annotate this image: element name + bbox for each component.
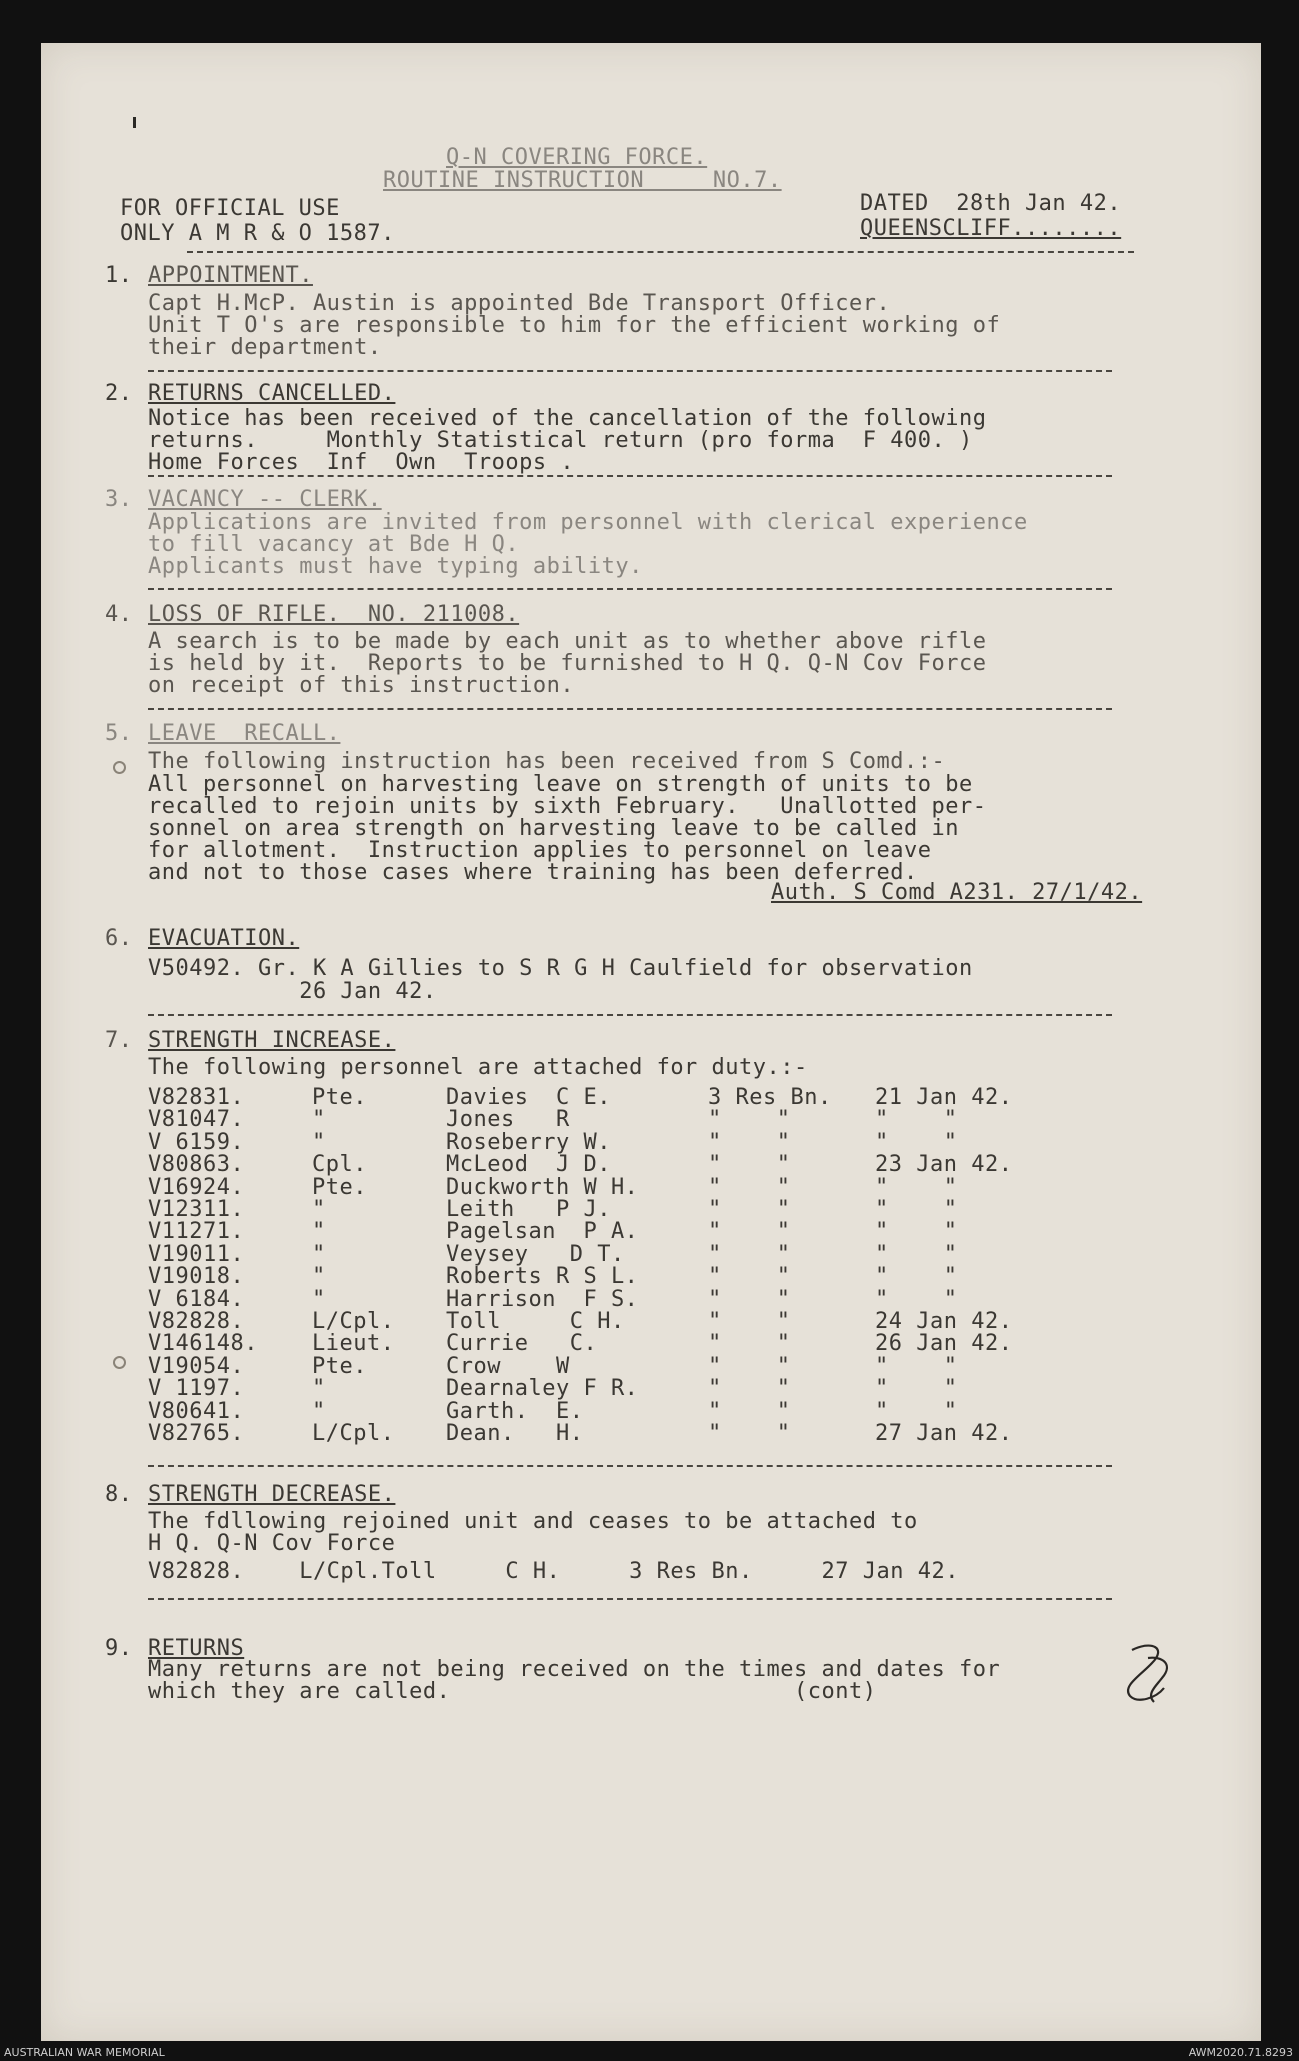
personnel-name: Crow W	[446, 1353, 570, 1379]
section-2-number: 2.	[105, 381, 133, 406]
section-5-authority: Auth. S Comd A231. 27/1/42.	[771, 880, 1143, 905]
personnel-unit: " "	[708, 1174, 791, 1200]
personnel-no: V19054.	[148, 1353, 245, 1379]
personnel-date: " "	[875, 1398, 958, 1424]
section-8-line: The fdllowing rejoined unit and ceases to be attached to	[148, 1509, 918, 1534]
section-5-line: and not to those cases where training has been deferred.	[148, 860, 918, 885]
section-5-title: LEAVE RECALL.	[148, 721, 341, 746]
personnel-no: V 6159.	[148, 1129, 245, 1155]
section-5-line: recalled to rejoin units by sixth February. Unallotted per-	[148, 794, 987, 819]
personnel-no: V 6184.	[148, 1286, 245, 1312]
section-8-title: STRENGTH DECREASE.	[148, 1482, 396, 1507]
footer-accession: AWM2020.71.8293	[1188, 2046, 1293, 2059]
personnel-unit: " "	[708, 1107, 791, 1133]
personnel-unit: " "	[708, 1152, 791, 1178]
handwritten-initials-icon	[1112, 1638, 1182, 1708]
personnel-rank: "	[312, 1219, 326, 1245]
personnel-no: V12311.	[148, 1197, 245, 1222]
section-4-title: LOSS OF RIFLE. NO. 211008.	[148, 602, 520, 627]
personnel-name: Leith P J.	[446, 1197, 611, 1222]
section-8-number: 8.	[105, 1482, 133, 1507]
personnel-name: Davies C E.	[446, 1085, 611, 1110]
personnel-unit: " "	[708, 1309, 791, 1334]
personnel-name: Currie C.	[446, 1331, 598, 1357]
personnel-date: " "	[875, 1353, 958, 1379]
personnel-rank: L/Cpl.	[312, 1421, 395, 1446]
personnel-rank: "	[312, 1197, 326, 1222]
personnel-no: V82828.	[148, 1309, 245, 1334]
personnel-name: Dearnaley F R.	[446, 1376, 639, 1402]
personnel-no: V19018.	[148, 1264, 245, 1290]
personnel-rank: "	[312, 1286, 326, 1312]
personnel-no: V81047.	[148, 1107, 245, 1133]
personnel-date: " "	[875, 1264, 958, 1290]
personnel-unit: " "	[708, 1264, 791, 1290]
official-use-line-1: FOR OFFICIAL USE	[120, 196, 340, 221]
personnel-no: V 1197.	[148, 1376, 245, 1402]
section-3-title: VACANCY -- CLERK.	[148, 487, 382, 512]
personnel-rank: L/Cpl.	[312, 1309, 395, 1334]
personnel-date: " "	[875, 1376, 958, 1402]
footer-credit: AUSTRALIAN WAR MEMORIAL	[4, 2046, 165, 2059]
personnel-name: Veysey D T.	[446, 1241, 625, 1267]
personnel-date: " "	[875, 1174, 958, 1200]
personnel-unit: " "	[708, 1129, 791, 1155]
personnel-no: V80641.	[148, 1398, 245, 1424]
personnel-no: V16924.	[148, 1174, 245, 1200]
personnel-date: " "	[875, 1241, 958, 1267]
personnel-rank: Pte.	[312, 1085, 367, 1110]
section-3-line: Applicants must have typing ability.	[148, 554, 643, 579]
personnel-no: V146148.	[148, 1331, 258, 1357]
personnel-name: Garth. E.	[446, 1398, 584, 1424]
rule	[148, 588, 1112, 590]
personnel-unit: 3 Res Bn.	[708, 1085, 832, 1110]
document-page	[41, 43, 1261, 2041]
personnel-date: 26 Jan 42.	[875, 1331, 1013, 1357]
section-6-number: 6.	[105, 926, 133, 951]
section-5-line: The following instruction has been received from S Comd.:-	[148, 749, 946, 774]
personnel-name: Roseberry W.	[446, 1129, 611, 1155]
personnel-date: " "	[875, 1129, 958, 1155]
personnel-rank: Lieut.	[312, 1331, 395, 1357]
punch-mark	[113, 761, 126, 774]
section-6-line: 26 Jan 42.	[148, 979, 437, 1004]
personnel-date: 23 Jan 42.	[875, 1152, 1013, 1178]
personnel-no: V82765.	[148, 1421, 245, 1446]
rule	[148, 708, 1112, 710]
personnel-rank: Pte.	[312, 1174, 367, 1200]
header-title-2: ROUTINE INSTRUCTION NO.7.	[383, 168, 782, 193]
ink-mark	[133, 117, 136, 128]
rule	[148, 1598, 1112, 1600]
section-4-line: A search is to be made by each unit as to whether above rifle	[148, 629, 987, 654]
personnel-no: V11271.	[148, 1219, 245, 1245]
section-5-line: for allotment. Instruction applies to personnel on leave	[148, 838, 932, 863]
section-8-line: H Q. Q-N Cov Force	[148, 1531, 396, 1556]
personnel-unit: " "	[708, 1286, 791, 1312]
section-2-line: Notice has been received of the cancellation of the following	[148, 406, 987, 431]
section-3-number: 3.	[105, 487, 133, 512]
personnel-no: V82831.	[148, 1085, 245, 1110]
personnel-rank: Cpl.	[312, 1152, 367, 1178]
section-7-number: 7.	[105, 1028, 133, 1053]
place-line: QUEENSCLIFF........	[860, 216, 1122, 241]
section-1-line: their department.	[148, 335, 382, 360]
personnel-name: Duckworth W H.	[446, 1174, 639, 1200]
section-4-number: 4.	[105, 602, 133, 627]
section-6-line: V50492. Gr. K A Gillies to S R G H Caulfield for observation	[148, 956, 973, 981]
section-9-line: Many returns are not being received on the times and dates for	[148, 1657, 1001, 1682]
personnel-date: " "	[875, 1107, 958, 1133]
personnel-unit: " "	[708, 1197, 791, 1222]
personnel-rank: "	[312, 1398, 326, 1424]
personnel-no: V80863.	[148, 1152, 245, 1178]
personnel-unit: " "	[708, 1219, 791, 1245]
rule	[148, 1014, 1112, 1016]
personnel-rank: "	[312, 1376, 326, 1402]
header-title-1: Q-N COVERING FORCE.	[446, 145, 708, 170]
personnel-name: Pagelsan P A.	[446, 1219, 639, 1245]
section-4-line: is held by it. Reports to be furnished to H Q. Q-N Cov Force	[148, 651, 987, 676]
rule	[187, 251, 1134, 253]
punch-mark	[113, 1356, 126, 1369]
personnel-name: Toll C H.	[446, 1309, 625, 1334]
personnel-rank: "	[312, 1241, 326, 1267]
section-9-number: 9.	[105, 1636, 133, 1661]
section-2-title: RETURNS CANCELLED.	[148, 381, 396, 406]
personnel-date: 24 Jan 42.	[875, 1309, 1013, 1334]
personnel-unit: " "	[708, 1421, 791, 1446]
personnel-unit: " "	[708, 1353, 791, 1379]
section-8-line: V82828. L/Cpl.Toll C H. 3 Res Bn. 27 Jan 42.	[148, 1559, 959, 1584]
section-7-line: The following personnel are attached for duty.:-	[148, 1055, 808, 1080]
personnel-rank: "	[312, 1129, 326, 1155]
personnel-name: Jones R	[446, 1107, 570, 1133]
personnel-rank: "	[312, 1107, 326, 1133]
personnel-unit: " "	[708, 1331, 791, 1357]
personnel-name: Roberts R S L.	[446, 1264, 639, 1290]
section-1-line: Unit T O's are responsible to him for the efficient working of	[148, 313, 1001, 338]
rule	[148, 475, 1112, 477]
section-5-number: 5.	[105, 721, 133, 746]
rule	[148, 1465, 1112, 1467]
section-2-line: returns. Monthly Statistical return (pro forma F 400. )	[148, 428, 973, 453]
section-9-line: which they are called. (cont)	[148, 1679, 877, 1704]
personnel-unit: " "	[708, 1376, 791, 1402]
section-2-line: Home Forces Inf Own Troops .	[148, 450, 575, 475]
section-3-line: Applications are invited from personnel with clerical experience	[148, 510, 1028, 535]
personnel-rank: "	[312, 1264, 326, 1290]
section-5-line: All personnel on harvesting leave on strength of units to be	[148, 772, 973, 797]
personnel-rank: Pte.	[312, 1353, 367, 1379]
section-6-title: EVACUATION.	[148, 926, 300, 951]
personnel-name: McLeod J D.	[446, 1152, 611, 1178]
section-5-line: sonnel on area strength on harvesting leave to be called in	[148, 816, 959, 841]
personnel-date: " "	[875, 1197, 958, 1222]
section-3-line: to fill vacancy at Bde H Q.	[148, 532, 520, 557]
personnel-date: 21 Jan 42.	[875, 1085, 1013, 1110]
section-1-line: Capt H.McP. Austin is appointed Bde Transport Officer.	[148, 291, 891, 316]
personnel-date: " "	[875, 1219, 958, 1245]
personnel-date: " "	[875, 1286, 958, 1312]
section-1-number: 1.	[105, 263, 133, 288]
section-7-title: STRENGTH INCREASE.	[148, 1028, 396, 1053]
personnel-no: V19011.	[148, 1241, 245, 1267]
personnel-name: Dean. H.	[446, 1421, 584, 1446]
official-use-line-2: ONLY A M R & O 1587.	[120, 221, 395, 246]
section-9-title: RETURNS	[148, 1636, 245, 1661]
personnel-name: Harrison F S.	[446, 1286, 639, 1312]
personnel-date: 27 Jan 42.	[875, 1421, 1013, 1446]
rule	[148, 370, 1112, 372]
section-1-title: APPOINTMENT.	[148, 263, 313, 288]
personnel-unit: " "	[708, 1241, 791, 1267]
personnel-unit: " "	[708, 1398, 791, 1424]
dated-line: DATED 28th Jan 42.	[860, 191, 1122, 216]
section-4-line: on receipt of this instruction.	[148, 673, 575, 698]
